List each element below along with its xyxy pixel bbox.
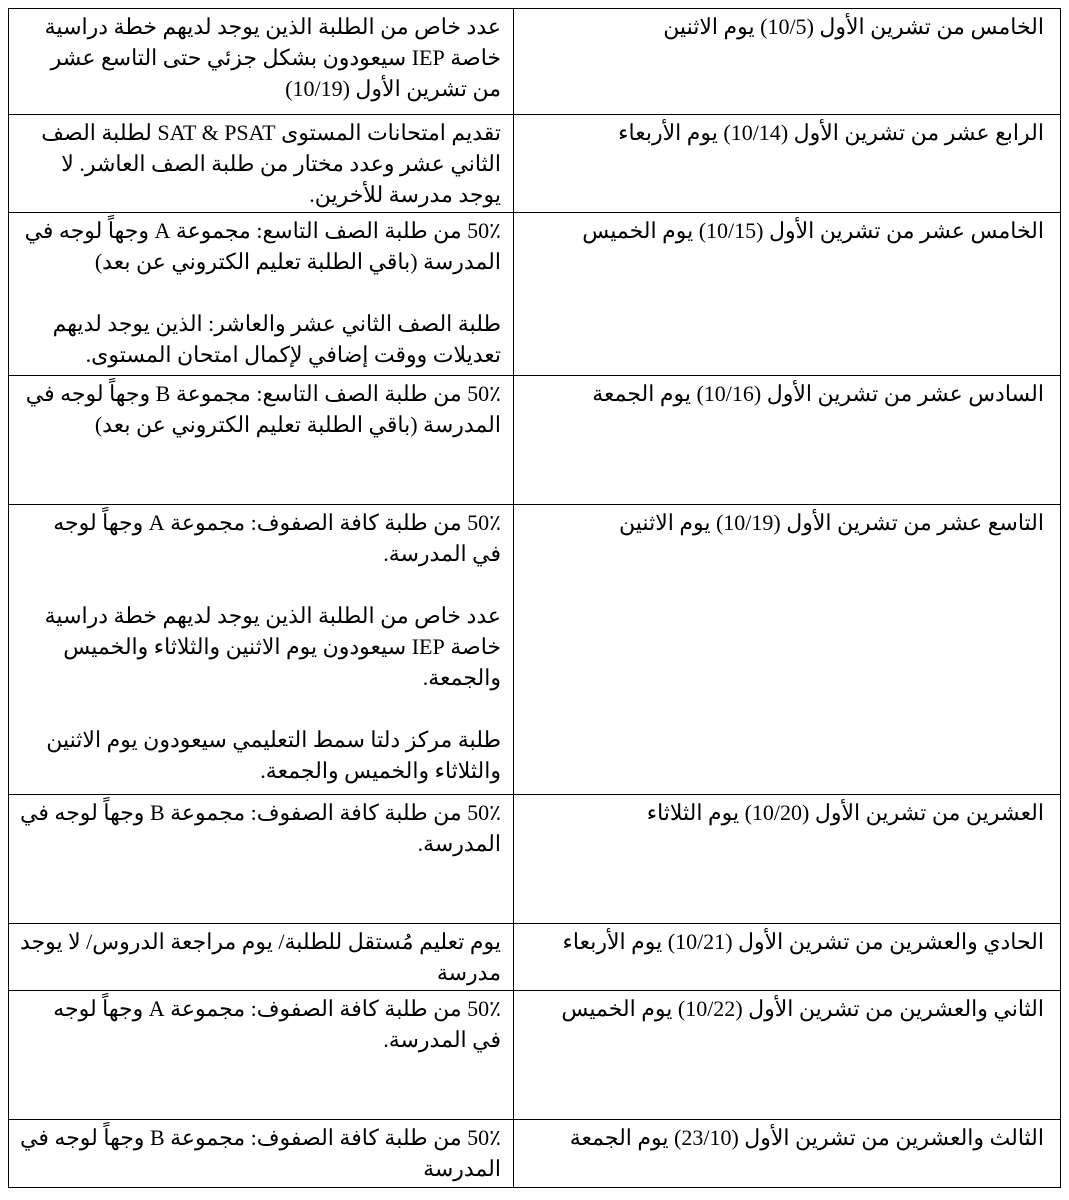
schedule-body bbox=[9, 9, 1061, 1188]
date-text: الخامس عشر من تشرين الأول (10/15) يوم الخميس bbox=[582, 218, 1044, 243]
table-row bbox=[9, 115, 1061, 213]
detail-cell bbox=[9, 795, 514, 924]
table-row bbox=[9, 924, 1061, 991]
date-text: الخامس من تشرين الأول (10/5) يوم الاثنين bbox=[663, 14, 1044, 39]
date-text: التاسع عشر من تشرين الأول (10/19) يوم الاثنين bbox=[619, 510, 1044, 535]
detail-cell bbox=[9, 115, 514, 213]
date-cell bbox=[514, 991, 1061, 1120]
detail-text: طلبة مركز دلتا سمط التعليمي سيعودون يوم الاثنين والثلاثاء والخميس والجمعة. bbox=[46, 727, 501, 783]
date-cell bbox=[514, 795, 1061, 924]
table-row bbox=[9, 1120, 1061, 1188]
schedule-table bbox=[8, 8, 1061, 1188]
detail-cell bbox=[9, 991, 514, 1120]
detail-cell bbox=[9, 924, 514, 991]
table-row bbox=[9, 505, 1061, 795]
date-cell bbox=[514, 924, 1061, 991]
date-cell bbox=[514, 505, 1061, 795]
detail-text: تقديم امتحانات المستوى SAT & PSAT لطلبة الصف الثاني عشر وعدد مختار من طلبة الصف العاشر. لا يوجد مدرسة للأخرين. bbox=[41, 120, 501, 207]
date-text: الرابع عشر من تشرين الأول (10/14) يوم الأربعاء bbox=[618, 120, 1044, 145]
date-cell bbox=[514, 9, 1061, 115]
date-cell bbox=[514, 376, 1061, 505]
table-row bbox=[9, 213, 1061, 376]
date-cell bbox=[514, 1120, 1061, 1188]
detail-text: عدد خاص من الطلبة الذين يوجد لديهم خطة دراسية خاصة IEP سيعودون يوم الاثنين والثلاثاء والخميس والجمعة. bbox=[44, 603, 501, 690]
table-row bbox=[9, 991, 1061, 1120]
detail-text: طلبة الصف الثاني عشر والعاشر: الذين يوجد لديهم تعديلات ووقت إضافي لإكمال امتحان المستوى. bbox=[52, 311, 501, 367]
detail-cell bbox=[9, 1120, 514, 1188]
date-cell bbox=[514, 115, 1061, 213]
detail-text: 50٪ من طلبة كافة الصفوف: مجموعة B وجهاً لوجه في المدرسة bbox=[20, 1125, 501, 1181]
detail-cell bbox=[9, 213, 514, 376]
detail-cell bbox=[9, 9, 514, 115]
date-cell bbox=[514, 213, 1061, 376]
detail-text: 50٪ من طلبة الصف التاسع: مجموعة B وجهاً لوجه في المدرسة (باقي الطلبة تعليم الكتروني عن بعد) bbox=[25, 381, 501, 437]
detail-text: عدد خاص من الطلبة الذين يوجد لديهم خطة دراسية خاصة IEP سيعودون بشكل جزئي حتى التاسع عشر من تشرين الأول (10/19) bbox=[44, 14, 501, 101]
table-row bbox=[9, 795, 1061, 924]
detail-cell bbox=[9, 376, 514, 505]
date-text: السادس عشر من تشرين الأول (10/16) يوم الجمعة bbox=[592, 381, 1044, 406]
table-row bbox=[9, 9, 1061, 115]
table-row bbox=[9, 376, 1061, 505]
detail-text: 50٪ من طلبة كافة الصفوف: مجموعة A وجهاً لوجه في المدرسة. bbox=[53, 510, 501, 566]
detail-text: 50٪ من طلبة كافة الصفوف: مجموعة A وجهاً لوجه في المدرسة. bbox=[53, 996, 501, 1052]
date-text: الثاني والعشرين من تشرين الأول (10/22) يوم الخميس bbox=[561, 996, 1044, 1021]
detail-text: 50٪ من طلبة كافة الصفوف: مجموعة B وجهاً لوجه في المدرسة. bbox=[20, 800, 501, 856]
detail-text: يوم تعليم مُستقل للطلبة/ يوم مراجعة الدروس/ لا يوجد مدرسة bbox=[19, 929, 501, 985]
date-text: الحادي والعشرين من تشرين الأول (10/21) يوم الأربعاء bbox=[562, 929, 1044, 954]
date-text: الثالث والعشرين من تشرين الأول (23/10) يوم الجمعة bbox=[569, 1125, 1044, 1150]
date-text: العشرين من تشرين الأول (10/20) يوم الثلاثاء bbox=[646, 800, 1044, 825]
detail-text: 50٪ من طلبة الصف التاسع: مجموعة A وجهاً لوجه في المدرسة (باقي الطلبة تعليم الكتروني عن بعد) bbox=[24, 218, 501, 274]
detail-cell bbox=[9, 505, 514, 795]
